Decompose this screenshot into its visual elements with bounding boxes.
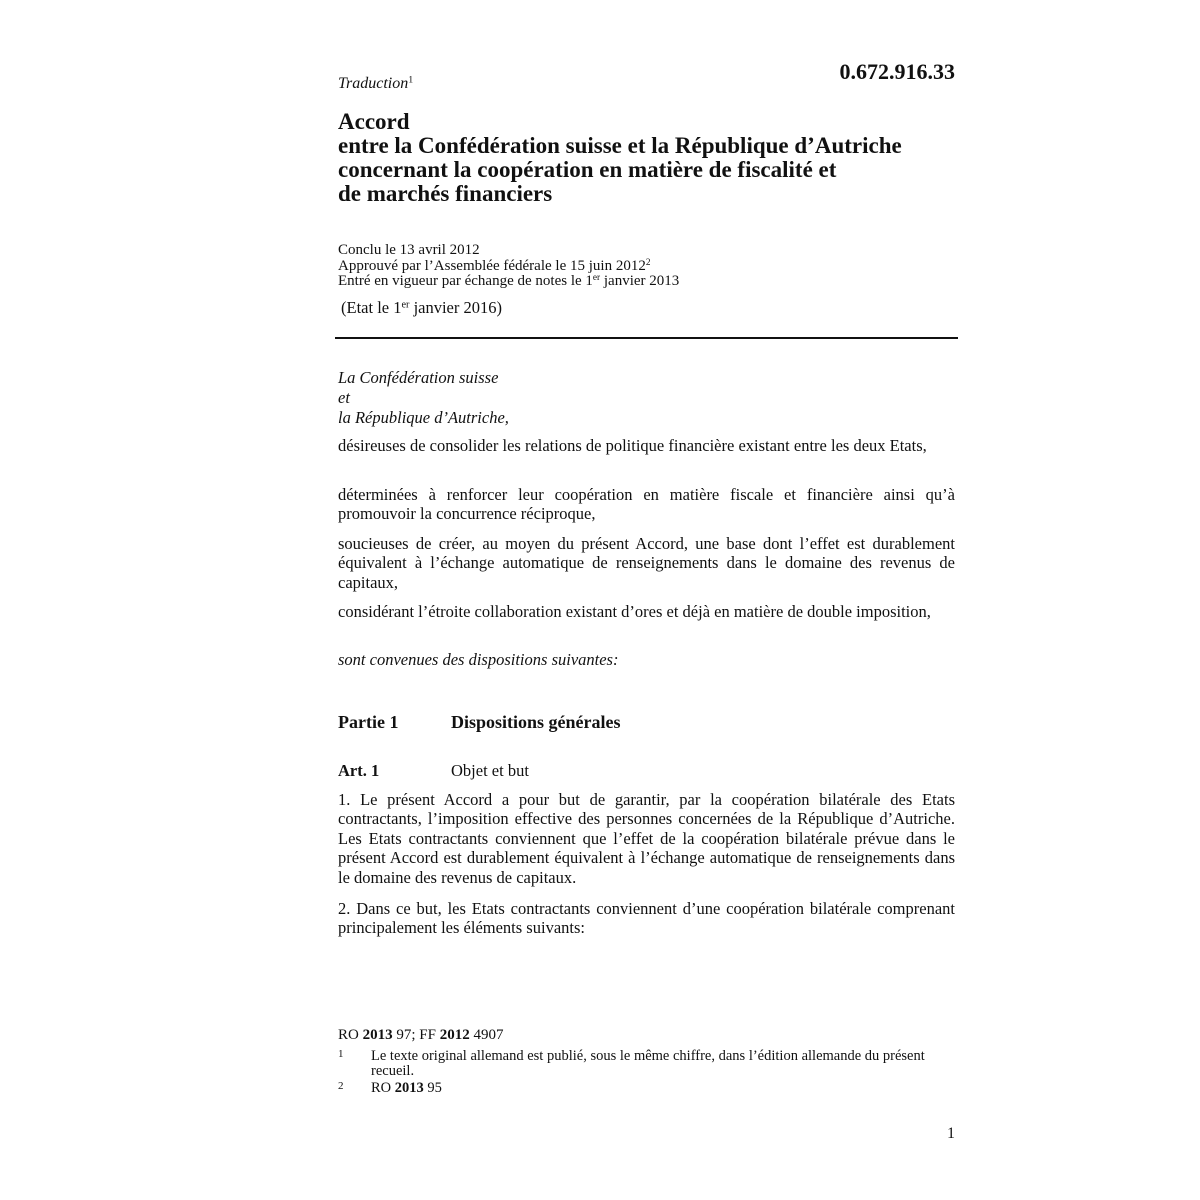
party-2: la République d’Autriche, [338,408,509,427]
article-paragraph-2: 2. Dans ce but, les Etats contractants conviennent d’une coopération bilatérale comprenant principalement les éléments suivants: [338,899,955,938]
ro-label: RO [338,1027,363,1043]
etat-date [341,298,502,318]
meta-entre-post: janvier 2013 [600,273,680,289]
article-title: Objet et but [451,761,529,780]
title-line-1: Accord [338,109,410,134]
fn2-ro: RO [371,1080,395,1096]
part-title: Dispositions générales [451,712,621,732]
fn2-year: 2013 [394,1080,424,1096]
footnote-2-text [371,1081,958,1096]
title-line-4: de marchés financiers [338,181,553,206]
footnote-ref-2[interactable]: 2 [645,257,651,268]
article-heading [338,761,958,781]
header-divider [335,337,958,339]
preamble-paragraph-1: désireuses de consolider les relations de politique financière existant entre les deux Etats, [338,436,927,455]
traduction-label [338,74,413,94]
preamble-paragraph-4: considérant l’étroite collaboration existant d’ores et déjà en matière de double imposition, [338,602,931,621]
footnote-1-text: Le texte original allemand est publié, sous le même chiffre, dans l’édition allemande du présent recueil. [371,1048,925,1079]
preamble-paragraph-3: soucieuses de créer, au moyen du présent Accord, une base dont l’effet est durablement équivalent à l’échange automatique de renseignements dans le domaine des revenus de capitaux, [338,534,955,592]
title-line-3: concernant la coopération en matière de fiscalité et [338,157,837,182]
etat-pre: (Etat le 1 [341,298,402,317]
footnote-2 [338,1081,958,1096]
meta-approuve-text: Approuvé par l’Assemblée fédérale le 15 juin 2012 [338,257,646,274]
traduction-text: Traduction [338,75,409,92]
meta-entre [338,274,978,290]
contracting-parties [338,368,958,428]
article-paragraph-1: 1. Le présent Accord a pour but de garantir, par la coopération bilatérale des Etats contractants, l’imposition effective des personnes concernées de la République d’Autriche. Les Etats contractants conviennent que l’effet de la coopération bilatérale prévue dans le présent Accord est durablement équivalent à l’échange automatique de renseignements dans le domaine des revenus de capitaux. [338,790,955,887]
ro-year: 2013 [362,1027,393,1043]
preamble-paragraph-2: déterminées à renforcer leur coopération en matière fiscale et financière ainsi qu’à promouvoir la concurrence réciproque, [338,485,955,524]
part-heading [338,710,958,734]
ff-page: 4907 [469,1027,504,1043]
fn2-page: 95 [423,1080,442,1096]
footnote-ref-1[interactable]: 1 [408,74,414,86]
publication-reference [338,1026,958,1044]
footnote-2-number: 2 [338,1080,344,1092]
ff-year: 2012 [439,1027,470,1043]
meta-approuve [338,259,978,275]
etat-post: janvier 2016) [409,298,502,317]
page-number: 1 [947,1125,955,1142]
meta-entre-pre: Entré en vigueur par échange de notes le 1 [338,273,593,289]
meta-conclu: Conclu le 13 avril 2012 [338,242,480,258]
document-title [338,110,978,206]
etat-sup: er [401,299,410,311]
footnote-1-number: 1 [338,1048,344,1060]
article-number: Art. 1 [338,761,380,780]
party-and: et [338,388,350,407]
sr-number: 0.672.916.33 [839,59,955,84]
preamble-paragraph-5: sont convenues des dispositions suivantes: [338,650,619,669]
party-1: La Confédération suisse [338,368,499,387]
part-number: Partie 1 [338,712,399,732]
footnote-1 [338,1049,958,1078]
title-line-2: entre la Confédération suisse et la République d’Autriche [338,133,902,158]
ro-page: 97; FF [392,1027,440,1043]
document-meta [338,243,978,290]
meta-entre-sup: er [592,272,601,283]
